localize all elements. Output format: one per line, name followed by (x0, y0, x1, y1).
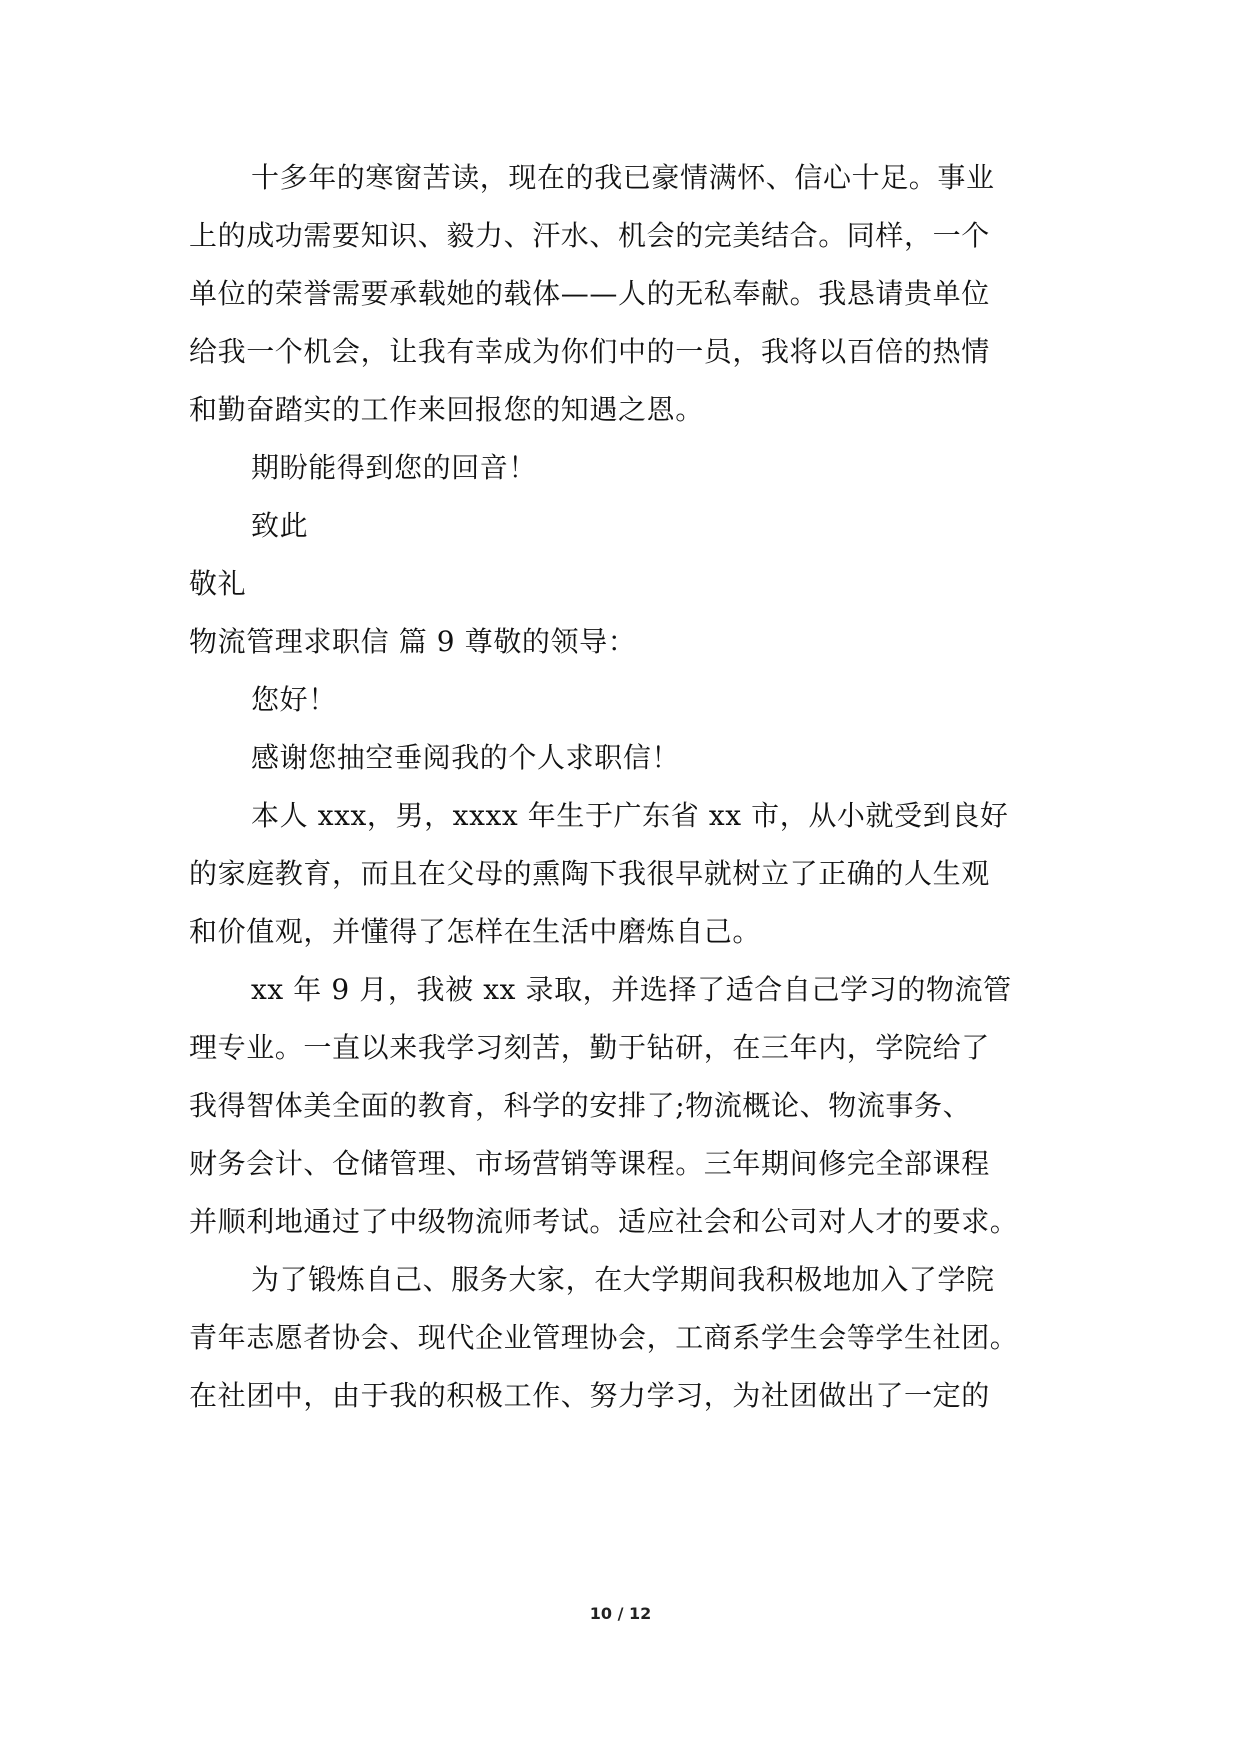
paragraph-line: 上的成功需要知识、毅力、汗水、机会的完美结合。同样，一个 (189, 219, 990, 252)
paragraph-line: 理专业。一直以来我学习刻苦，勤于钻研，在三年内，学院给了 (189, 1031, 990, 1064)
section-heading: 物流管理求职信 篇 9 尊敬的领导： (189, 625, 637, 658)
paragraph-line: 单位的荣誉需要承载她的载体——人的无私奉献。我恳请贵单位 (189, 277, 990, 310)
paragraph-line: 和勤奋踏实的工作来回报您的知遇之恩。 (189, 393, 704, 426)
closing-line: 致此 (251, 509, 309, 542)
paragraph-line: 期盼能得到您的回音！ (251, 451, 538, 484)
paragraph-line: 十多年的寒窗苦读，现在的我已豪情满怀、信心十足。事业 (251, 161, 995, 194)
paragraph-line: 我得智体美全面的教育，科学的安排了;物流概论、物流事务、 (189, 1089, 972, 1122)
paragraph-line: 本人 xxx，男，xxxx 年生于广东省 xx 市，从小就受到良好 (251, 799, 1009, 832)
paragraph-line: 感谢您抽空垂阅我的个人求职信！ (251, 741, 681, 774)
paragraph-line: 并顺利地通过了中级物流师考试。适应社会和公司对人才的要求。 (189, 1205, 1019, 1238)
paragraph-line: 青年志愿者协会、现代企业管理协会，工商系学生会等学生社团。 (189, 1321, 1019, 1354)
greeting-line: 您好！ (251, 683, 337, 716)
page-number: 10 / 12 (589, 1604, 652, 1623)
paragraph-line: 在社团中，由于我的积极工作、努力学习，为社团做出了一定的 (189, 1379, 990, 1412)
paragraph-line: 给我一个机会，让我有幸成为你们中的一员，我将以百倍的热情 (189, 335, 990, 368)
paragraph-line: xx 年 9 月，我被 xx 录取，并选择了适合自己学习的物流管 (251, 973, 1012, 1006)
salutation-line: 敬礼 (189, 567, 247, 600)
paragraph-line: 为了锻炼自己、服务大家，在大学期间我积极地加入了学院 (251, 1263, 995, 1296)
paragraph-line: 的家庭教育，而且在父母的熏陶下我很早就树立了正确的人生观 (189, 857, 990, 890)
paragraph-line: 财务会计、仓储管理、市场营销等课程。三年期间修完全部课程 (189, 1147, 990, 1180)
paragraph-line: 和价值观，并懂得了怎样在生活中磨炼自己。 (189, 915, 762, 948)
